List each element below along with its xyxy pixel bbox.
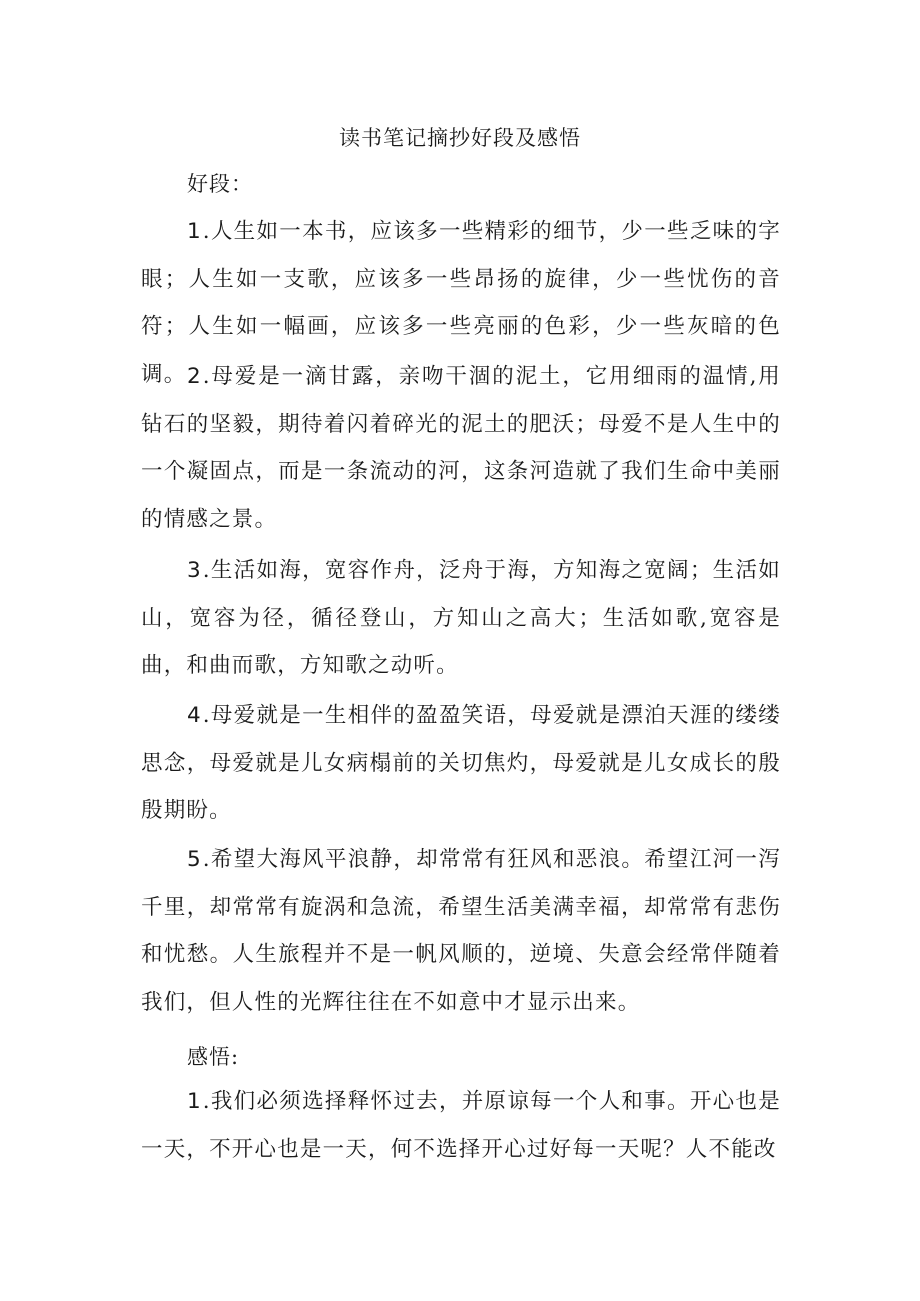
reflection-paragraph-1 [141,1078,781,1173]
paragraph-number: 1 [187,1089,203,1114]
reflections-heading: 感悟: [187,1045,240,1069]
good-paragraph-5 [141,836,781,1026]
good-paragraph-3 [141,547,781,690]
good-paragraph-4 [141,692,781,835]
paragraph-text: .希望大海风平浪静，却常常有狂风和恶浪。希望江河一泻千里，却常常有旋涡和急流，希望生活美满幸福，却常常有悲伤和忧愁。人生旅程并不是一帆风顺的，逆境、失意会经常伴随着我们，但人性的光辉往往在不如意中才显示出来。 [141,847,781,1015]
good-paragraph-2 [141,353,781,543]
paragraph-text: .母爱就是一生相伴的盈盈笑语，母爱就是漂泊天涯的缕缕思念，母爱就是儿女病榻前的关切焦灼，母爱就是儿女成长的殷殷期盼。 [141,703,781,823]
paragraph-text: .我们必须选择释怀过去，并原谅每一个人和事。开心也是一天，不开心也是一天，何不选择开心过好每一天呢？人不能改 [141,1089,781,1162]
paragraph-number: 2 [187,364,203,389]
paragraph-number: 1 [187,219,203,244]
page-title: 读书笔记摘抄好段及感悟 [339,126,581,150]
paragraph-text: .母爱是一滴甘露，亲吻干涸的泥土，它用细雨的温情,用钻石的坚毅，期待着闪着碎光的泥土的肥沃；母爱不是人生中的一个凝固点，而是一条流动的河，这条河造就了我们生命中美丽的情感之景。 [141,364,781,532]
good-paragraphs-heading: 好段： [187,172,253,196]
paragraph-number: 5 [187,847,203,872]
paragraph-number: 3 [187,558,203,583]
paragraph-text: .人生如一本书，应该多一些精彩的细节，少一些乏味的字眼；人生如一支歌，应该多一些昂扬的旋律，少一些忧伤的音符；人生如一幅画，应该多一些亮丽的色彩，少一些灰暗的色调。 [141,219,781,387]
paragraph-text: .生活如海，宽容作舟，泛舟于海，方知海之宽阔；生活如山，宽容为径，循径登山，方知山之高大；生活如歌,宽容是曲，和曲而歌，方知歌之动听。 [141,558,781,678]
paragraph-number: 4 [187,703,203,728]
